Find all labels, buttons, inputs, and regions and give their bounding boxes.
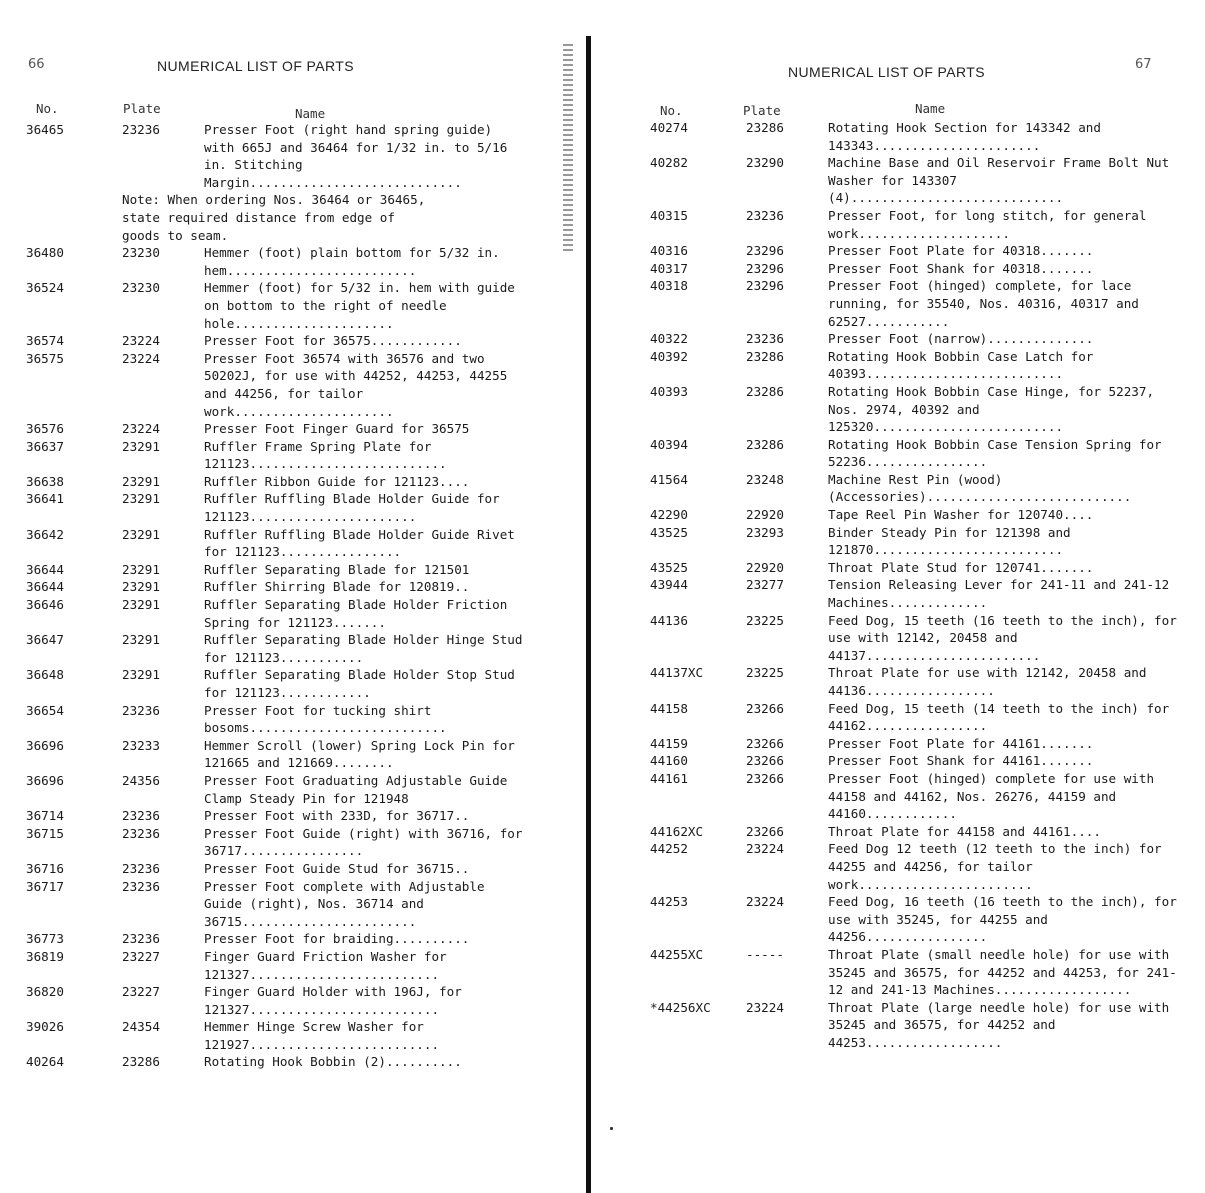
part-name: Ruffler Ribbon Guide for 121123.... [204, 473, 470, 489]
plate-number: 23277 [746, 577, 784, 593]
part-name: Ruffler Ruffling Blade Holder Guide for 121123...................... [204, 491, 500, 525]
part-number: 44253 [650, 894, 688, 910]
part-name: Presser Foot, for long stitch, for general work.................... [828, 207, 1147, 241]
plate-number: 23266 [746, 700, 784, 716]
part-entry [650, 559, 1180, 577]
part-entry [650, 612, 1180, 665]
column-header-plate: Plate [123, 101, 161, 116]
part-name: Throat Plate Stud for 120741....... [828, 559, 1094, 575]
plate-number: 23224 [122, 333, 160, 349]
part-name: Feed Dog, 15 teeth (14 teeth to the inch) for 44162................ [828, 700, 1170, 734]
part-entry [26, 860, 526, 878]
part-entry [26, 737, 526, 772]
part-number: 42290 [650, 507, 688, 523]
plate-number: 23291 [122, 473, 160, 489]
plate-number: 23293 [746, 524, 784, 540]
ordering-note: Note: When ordering Nos. 36464 or 36465, state required distance from edge of goods to seam. [122, 192, 426, 243]
part-name: Finger Guard Friction Washer for 121327......................... [204, 948, 447, 982]
part-name: Presser Foot for braiding.......... [204, 931, 470, 947]
plate-number: 23236 [122, 931, 160, 947]
part-name: Feed Dog, 16 teeth (16 teeth to the inch), for use with 35245, for 44255 and 44256................ [828, 894, 1177, 945]
part-number: 36644 [26, 561, 64, 577]
part-entry [650, 436, 1180, 471]
part-entry [650, 576, 1180, 611]
plate-number: 23236 [122, 808, 160, 824]
part-name: Rotating Hook Bobbin (2).......... [204, 1054, 462, 1070]
page-title: NUMERICAL LIST OF PARTS [788, 64, 985, 80]
part-number: 44161 [650, 770, 688, 786]
part-number: 40318 [650, 278, 688, 294]
plate-number: 23266 [746, 735, 784, 751]
part-name: Presser Foot (hinged) complete, for lace running, for 35540, Nos. 40316, 40317 and 62527........... [828, 278, 1139, 329]
plate-number: 23291 [122, 632, 160, 648]
part-entry [650, 524, 1180, 559]
plate-number: 23291 [122, 491, 160, 507]
part-name: Presser Foot 36574 with 36576 and two 50202J, for use with 44252, 44253, 44255 and 44256, for tailor work..................... [204, 350, 508, 419]
part-name: Presser Foot for tucking shirt bosoms.......................... [204, 702, 447, 736]
part-entry [650, 664, 1180, 699]
part-name: Presser Foot (hinged) complete for use with 44158 and 44162, Nos. 26276, 44159 and 44160............ [828, 770, 1155, 822]
part-entry [650, 840, 1180, 893]
part-name: Presser Foot (narrow).............. [828, 331, 1094, 347]
part-entry [26, 473, 526, 491]
part-number: 36524 [26, 280, 64, 296]
part-name: Finger Guard Holder with 196J, for 121327......................... [204, 984, 462, 1017]
plate-number: 23291 [122, 579, 160, 595]
plate-number: 22920 [746, 507, 784, 523]
part-number: 44252 [650, 841, 688, 857]
part-name: Presser Foot Plate for 40318....... [828, 243, 1094, 259]
part-number: 40274 [650, 120, 688, 135]
plate-number: 23291 [122, 438, 160, 454]
part-name: Throat Plate (large needle hole) for use with 35245 and 36575, for 44252 and 44253.................. [828, 999, 1170, 1050]
part-name: Presser Foot Finger Guard for 36575 [204, 421, 470, 437]
part-name: Feed Dog, 15 teeth (16 teeth to the inch), for use with 12142, 20458 and 44137....................... [828, 612, 1177, 663]
plate-number: 23225 [746, 665, 784, 681]
page-number: 67 [1135, 57, 1152, 72]
part-name: Ruffler Separating Blade for 121501 [204, 561, 470, 577]
part-entry [650, 700, 1180, 735]
part-number: 44162XC [650, 823, 704, 839]
part-name: Rotating Hook Bobbin Case Hinge, for 52237, Nos. 2974, 40392 and 125320......................... [828, 383, 1155, 435]
part-name: Presser Foot Graduating Adjustable Guide Clamp Steady Pin for 121948 [204, 772, 508, 806]
part-name: Rotating Hook Section for 143342 and 143343...................... [828, 120, 1101, 153]
part-number: 43525 [650, 559, 688, 575]
plate-number: 23224 [122, 421, 160, 437]
plate-number: ----- [746, 946, 784, 962]
part-number: 36637 [26, 438, 64, 454]
plate-number: 23286 [746, 120, 784, 135]
part-name: Presser Foot for 36575............ [204, 333, 462, 349]
parts-list [650, 119, 1180, 1051]
part-entry [26, 490, 526, 525]
part-number: 36576 [26, 421, 64, 437]
part-number: 36465 [26, 122, 64, 137]
part-number: 44158 [650, 700, 688, 716]
part-entry [650, 330, 1180, 348]
part-number: 36480 [26, 245, 64, 261]
part-name: Binder Steady Pin for 121398 and 121870......................... [828, 524, 1071, 558]
part-name: Presser Foot with 233D, for 36717.. [204, 808, 470, 824]
part-name: Hemmer (foot) plain bottom for 5/32 in. hem......................... [204, 245, 500, 278]
part-entry [26, 350, 526, 420]
part-entry [26, 878, 526, 931]
part-number: 40394 [650, 436, 688, 452]
part-number: 36642 [26, 526, 64, 542]
part-number: 44255XC [650, 946, 704, 962]
left-page [0, 0, 560, 1193]
part-name: Presser Foot Plate for 44161....... [828, 735, 1094, 751]
part-name: Ruffler Frame Spring Plate for 121123.......................... [204, 438, 447, 472]
part-number: 36647 [26, 632, 64, 648]
plate-number: 23286 [746, 348, 784, 364]
part-name: Presser Foot Guide (right) with 36716, for 36717................ [204, 825, 523, 859]
part-entry [26, 772, 526, 807]
plate-number: 23286 [122, 1054, 160, 1070]
part-number: 36696 [26, 737, 64, 753]
part-name: Hemmer (foot) for 5/32 in. hem with guide on bottom to the right of needle hole..................... [204, 280, 515, 331]
part-number: 39026 [26, 1019, 64, 1035]
part-number: 36716 [26, 860, 64, 876]
plate-number: 23291 [122, 561, 160, 577]
plate-number: 23291 [122, 597, 160, 613]
part-number: 36644 [26, 579, 64, 595]
part-entry [26, 930, 526, 948]
part-name: Machine Rest Pin (wood) (Accessories)........................... [828, 471, 1132, 505]
part-name: Ruffler Ruffling Blade Holder Guide Rivet for 121123................ [204, 526, 515, 560]
part-number: 36648 [26, 667, 64, 683]
part-name: Rotating Hook Bobbin Case Latch for 40393.......................... [828, 348, 1094, 382]
plate-number: 23236 [746, 331, 784, 347]
part-number: 44136 [650, 612, 688, 628]
part-number: *44256XC [650, 999, 711, 1015]
page-number: 66 [28, 57, 45, 72]
part-number: 36641 [26, 491, 64, 507]
part-entry [650, 946, 1180, 999]
part-name: Ruffler Separating Blade Holder Hinge Stud for 121123........... [204, 632, 523, 665]
part-entry [26, 561, 526, 579]
part-number: 44137XC [650, 665, 704, 681]
part-number: 40322 [650, 331, 688, 347]
part-number: 36773 [26, 931, 64, 947]
part-number: 36575 [26, 350, 64, 366]
column-header-plate: Plate [743, 103, 781, 118]
part-entry [650, 999, 1180, 1052]
column-header-no: No. [36, 101, 59, 116]
part-entry [650, 242, 1180, 260]
plate-number: 23266 [746, 823, 784, 839]
part-entry [26, 526, 526, 561]
part-number: 36717 [26, 878, 64, 894]
part-name: Hemmer Scroll (lower) Spring Lock Pin for 121665 and 121669........ [204, 737, 515, 771]
column-header-name: Name [295, 106, 326, 121]
plate-number: 23286 [746, 436, 784, 452]
part-entry [26, 596, 526, 631]
part-entry [650, 735, 1180, 753]
plate-number: 23266 [746, 770, 784, 786]
part-entry [650, 752, 1180, 770]
plate-number: 23236 [122, 878, 160, 894]
part-number: 36646 [26, 597, 64, 613]
part-number: 36820 [26, 984, 64, 1000]
plate-number: 23224 [746, 841, 784, 857]
part-entry [26, 244, 526, 279]
part-name: Feed Dog 12 teeth (12 teeth to the inch) for 44255 and 44256, for tailor work....................... [828, 841, 1162, 892]
plate-number: 23224 [122, 350, 160, 366]
plate-number: 22920 [746, 559, 784, 575]
book-gutter [586, 36, 591, 1193]
part-number: 44160 [650, 753, 688, 769]
plate-number: 24356 [122, 772, 160, 788]
part-entry [650, 119, 1180, 154]
part-name: Tape Reel Pin Washer for 120740.... [828, 507, 1094, 523]
plate-number: 23224 [746, 894, 784, 910]
plate-number: 23290 [746, 155, 784, 171]
plate-number: 23230 [122, 280, 160, 296]
part-entry [26, 631, 526, 666]
part-number: 43525 [650, 524, 688, 540]
plate-number: 23286 [746, 383, 784, 399]
part-number: 36574 [26, 333, 64, 349]
parts-list [26, 121, 526, 1071]
part-entry [650, 823, 1180, 841]
column-header-name: Name [915, 101, 946, 116]
part-name: Throat Plate for use with 12142, 20458 and 44136................. [828, 665, 1147, 698]
part-number: 36819 [26, 948, 64, 964]
part-number: 40315 [650, 207, 688, 223]
part-entry [26, 948, 526, 983]
plate-number: 23236 [122, 702, 160, 718]
part-number: 36654 [26, 702, 64, 718]
part-entry [26, 666, 526, 701]
part-entry [26, 1053, 526, 1071]
part-name: Ruffler Separating Blade Holder Stop Stud for 121123............ [204, 667, 515, 700]
plate-number: 23291 [122, 526, 160, 542]
part-entry [650, 471, 1180, 506]
part-entry [650, 260, 1180, 278]
plate-number: 23233 [122, 737, 160, 753]
part-name: Presser Foot Shank for 40318....... [828, 260, 1094, 276]
plate-number: 23296 [746, 243, 784, 259]
part-entry [650, 348, 1180, 383]
part-entry [26, 702, 526, 737]
part-name: Presser Foot Guide Stud for 36715.. [204, 860, 470, 876]
part-name: Presser Foot (right hand spring guide) with 665J and 36464 for 1/32 in. to 5/16 in. Stitching Margin............................ [204, 122, 508, 190]
plate-number: 23227 [122, 984, 160, 1000]
part-number: 36715 [26, 825, 64, 841]
part-entry [26, 1018, 526, 1053]
part-entry [26, 825, 526, 860]
part-number: 40264 [26, 1054, 64, 1070]
plate-number: 23230 [122, 245, 160, 261]
part-name: Rotating Hook Bobbin Case Tension Spring for 52236................ [828, 436, 1162, 470]
part-name: Throat Plate (small needle hole) for use with 35245 and 36575, for 44252 and 44253, for 241-12 and 241-13 Machines.................. [828, 946, 1177, 998]
scan-artifact [563, 44, 573, 254]
part-number: 36638 [26, 473, 64, 489]
part-number: 40393 [650, 383, 688, 399]
plate-number: 23296 [746, 260, 784, 276]
part-entry [26, 121, 526, 191]
part-entry [650, 277, 1180, 330]
plate-number: 23236 [122, 122, 160, 137]
column-header-no: No. [660, 103, 683, 118]
part-entry [650, 770, 1180, 823]
part-name: Hemmer Hinge Screw Washer for 121927......................... [204, 1019, 440, 1052]
part-name: Ruffler Shirring Blade for 120819.. [204, 579, 470, 595]
part-entry [26, 332, 526, 350]
part-name: Presser Foot complete with Adjustable Guide (right), Nos. 36714 and 36715....................... [204, 878, 485, 929]
part-entry [26, 279, 526, 332]
part-entry [650, 154, 1180, 207]
part-entry [650, 207, 1180, 242]
part-name: Tension Releasing Lever for 241-11 and 241-12 Machines............. [828, 577, 1170, 611]
part-entry [26, 983, 526, 1018]
plate-number: 23236 [122, 825, 160, 841]
part-number: 40282 [650, 155, 688, 171]
part-number: 40392 [650, 348, 688, 364]
plate-number: 23224 [746, 999, 784, 1015]
part-entry [650, 506, 1180, 524]
part-name: Ruffler Separating Blade Holder Friction Spring for 121123....... [204, 597, 508, 630]
plate-number: 23248 [746, 471, 784, 487]
part-name: Presser Foot Shank for 44161....... [828, 753, 1094, 769]
parts-group [650, 119, 1180, 1051]
part-number: 36714 [26, 808, 64, 824]
part-entry [650, 383, 1180, 436]
part-entry [26, 807, 526, 825]
parts-group [26, 244, 526, 1071]
part-number: 36696 [26, 772, 64, 788]
plate-number: 24354 [122, 1019, 160, 1035]
part-number: 40316 [650, 243, 688, 259]
part-entry [650, 893, 1180, 946]
plate-number: 23296 [746, 278, 784, 294]
plate-number: 23266 [746, 753, 784, 769]
plate-number: 23236 [746, 207, 784, 223]
part-name: Machine Base and Oil Reservoir Frame Bolt Nut Washer for 143307 (4)............................ [828, 155, 1170, 206]
part-number: 40317 [650, 260, 688, 276]
plate-number: 23227 [122, 948, 160, 964]
plate-number: 23236 [122, 860, 160, 876]
part-entry [26, 578, 526, 596]
plate-number: 23291 [122, 667, 160, 683]
plate-number: 23225 [746, 612, 784, 628]
part-number: 44159 [650, 735, 688, 751]
part-number: 43944 [650, 577, 688, 593]
part-entry [26, 438, 526, 473]
part-number: 41564 [650, 471, 688, 487]
right-page [610, 0, 1205, 1193]
part-entry [26, 420, 526, 438]
part-name: Throat Plate for 44158 and 44161.... [828, 823, 1101, 839]
page-title: NUMERICAL LIST OF PARTS [157, 58, 354, 74]
parts-group [26, 121, 526, 191]
